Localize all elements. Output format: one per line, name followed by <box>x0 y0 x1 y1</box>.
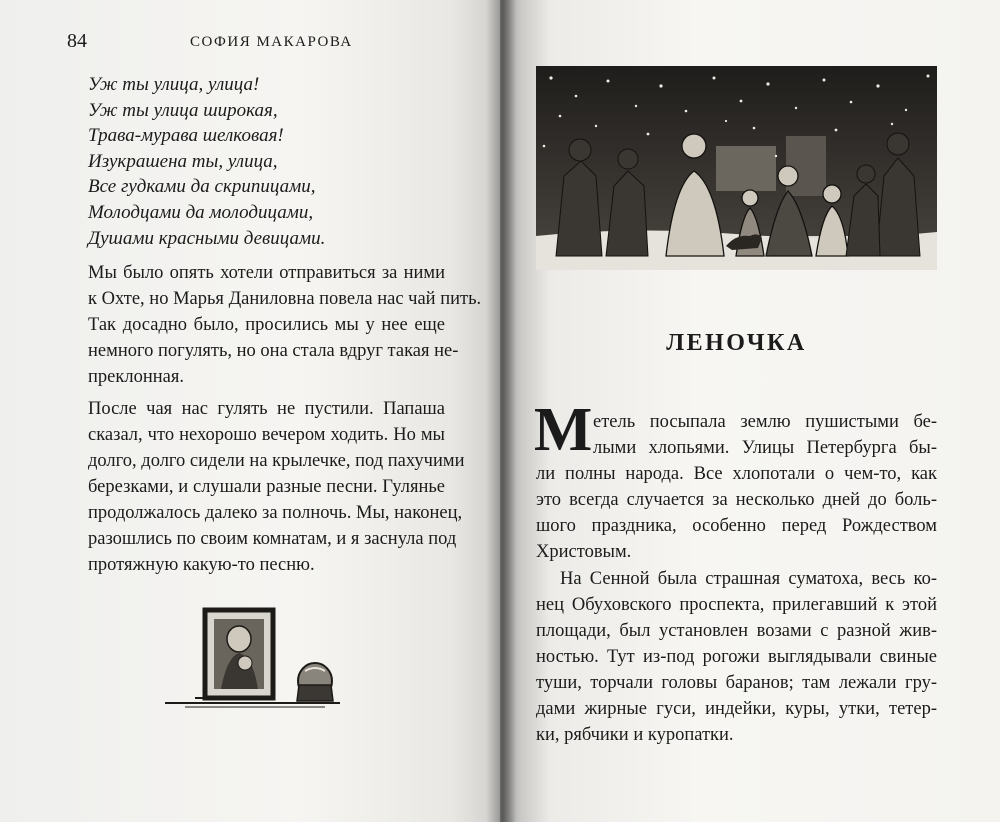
text-line: шого праздника, особенно перед Рождеством <box>536 516 937 537</box>
poem-line: Трава-мурава шелковая! <box>88 125 284 147</box>
text-line: это всегда случается за несколько дней до боль- <box>536 490 937 511</box>
text-line: площади, был установлен возами с разной жив- <box>536 620 937 641</box>
chapter-title: ЛЕНОЧКА <box>666 330 807 356</box>
left-prose <box>88 261 482 579</box>
text-line: разошлись по своим комнатам, и я заснула под <box>88 528 457 549</box>
text-line: ностью. Тут из-под рогожи выглядывали свиные <box>536 646 937 667</box>
poem-line: Изукрашена ты, улица, <box>88 150 278 172</box>
text-line: ки, рябчики и куропатки. <box>536 725 734 746</box>
icon-vignette-illustration <box>165 605 350 717</box>
text-line: продолжалось далеко за полночь. Мы, наконец, <box>88 503 463 524</box>
text-line: После чая нас гулять не пустили. Папаша <box>88 399 445 420</box>
page-number: 84 <box>67 30 87 52</box>
running-head: СОФИЯ МАКАРОВА <box>190 34 353 50</box>
text-line: На Сенной была страшная суматоха, весь ко- <box>560 568 937 589</box>
right-prose <box>536 409 937 748</box>
text-line: Христовым. <box>536 542 632 563</box>
text-line: ли полны народа. Все хлопотали о чем-то, как <box>536 464 937 485</box>
poem-line: Молодцами да молодицами, <box>88 201 314 223</box>
poem-line: Уж ты улица широкая, <box>88 99 278 121</box>
book-gutter-shadow <box>486 0 516 822</box>
poem-line: Душами красными девицами. <box>88 227 326 249</box>
text-line: березками, и слушали разные песни. Гулянье <box>88 477 445 498</box>
text-line: туши, торчали головы баранов; там лежали гру- <box>536 672 937 693</box>
text-line: сказал, что нехорошо вечером ходить. Но мы <box>88 425 445 446</box>
text-line: немного погулять, но она стала вдруг такая не- <box>88 340 459 361</box>
text-line: преклонная. <box>88 366 184 387</box>
poem <box>88 72 468 251</box>
poem-line: Уж ты улица, улица! <box>88 74 260 95</box>
text-line: протяжную какую-то песню. <box>88 554 315 575</box>
text-line: дами жирные гуси, индейки, куры, утки, тетер- <box>536 699 937 720</box>
drop-cap-letter: М <box>535 400 591 456</box>
text-line: лыми хлопьями. Улицы Петербурга бы- <box>593 438 937 459</box>
text-line: Мы было опять хотели отправиться за ними <box>88 263 445 283</box>
chapter-illustration <box>536 66 937 270</box>
text-line: етель посыпала землю пушистыми бе- <box>593 412 937 432</box>
text-line: Так досадно было, просились мы у нее еще <box>88 314 445 335</box>
text-line: нец Обуховского проспекта, прилегавший к этой <box>536 594 937 615</box>
text-line: к Охте, но Марья Даниловна повела нас чай пить. <box>88 288 482 309</box>
poem-line: Все гудками да скрипицами, <box>88 176 316 198</box>
text-line: долго, долго сидели на крылечке, под пахучими <box>88 451 465 472</box>
